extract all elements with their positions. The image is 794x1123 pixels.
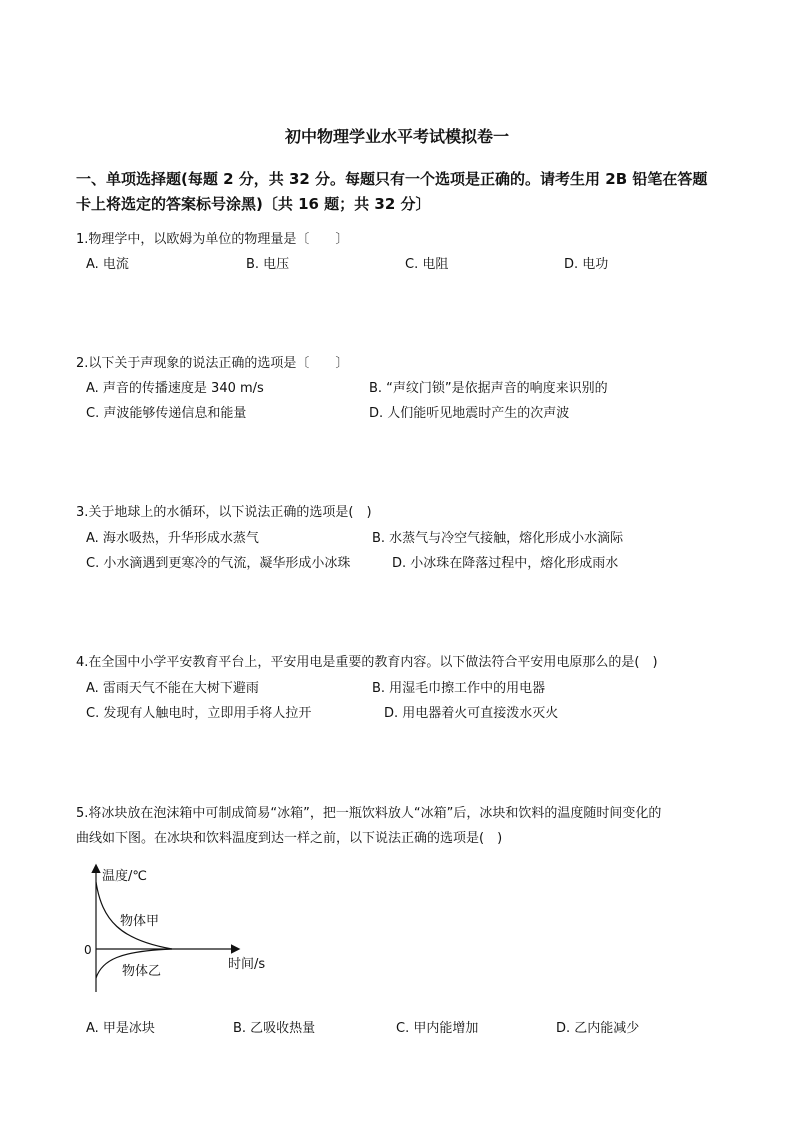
question-3-option-a[interactable]: A. 海水吸热，升华形成水蒸气 bbox=[86, 531, 259, 546]
question-1-stem: 1.物理学中，以欧姆为单位的物理量是〔 〕 bbox=[76, 232, 349, 247]
question-2-option-d[interactable]: D. 人们能听见地震时产生的次声波 bbox=[369, 406, 570, 421]
question-2-option-c[interactable]: C. 声波能够传递信息和能量 bbox=[86, 406, 247, 421]
question-4-option-c[interactable]: C. 发现有人触电时，立即用手将人拉开 bbox=[86, 706, 312, 721]
question-3-option-d[interactable]: D. 小冰珠在降落过程中，熔化形成雨水 bbox=[392, 556, 619, 571]
question-1-option-c[interactable]: C. 电阻 bbox=[405, 257, 449, 272]
question-4-option-b[interactable]: B. 用湿毛巾擦工作中的用电器 bbox=[372, 681, 546, 696]
section-heading-line1: 一、单项选择题(每题 2 分，共 32 分。每题只有一个选项是正确的。请考生用 2B 铅笔在答题 bbox=[76, 170, 708, 188]
temperature-time-graph bbox=[80, 860, 300, 1000]
origin-label: 0 bbox=[84, 943, 92, 957]
section-heading-line2: 卡上将选定的答案标号涂黑)〔共 16 题；共 32 分〕 bbox=[76, 195, 431, 213]
exam-title: 初中物理学业水平考试模拟卷一 bbox=[284, 127, 509, 146]
question-2-stem: 2.以下关于声现象的说法正确的选项是〔 〕 bbox=[76, 356, 349, 371]
question-4-stem: 4.在全国中小学平安教育平台上，平安用电是重要的教育内容。以下做法符合平安用电原那么的是( ) bbox=[76, 655, 658, 670]
question-1-option-b[interactable]: B. 电压 bbox=[246, 257, 290, 272]
question-4-option-d[interactable]: D. 用电器着火可直接泼水灭火 bbox=[384, 706, 559, 721]
question-3-stem: 3.关于地球上的水循环，以下说法正确的选项是( ) bbox=[76, 505, 372, 520]
question-2-option-b[interactable]: B. “声纹门锁”是依据声音的响度来识别的 bbox=[369, 381, 608, 396]
question-2-option-a[interactable]: A. 声音的传播速度是 340 m/s bbox=[86, 381, 264, 396]
question-5-option-d[interactable]: D. 乙内能减少 bbox=[556, 1021, 640, 1036]
question-3-option-c[interactable]: C. 小水滴遇到更寒冷的气流，凝华形成小冰珠 bbox=[86, 556, 351, 571]
question-5-stem-line1: 5.将冰块放在泡沫箱中可制成简易“冰箱”，把一瓶饮料放人“冰箱”后，冰块和饮料的温度随时间变化的 bbox=[76, 806, 662, 821]
y-axis-label: 温度/℃ bbox=[102, 869, 147, 884]
question-5-option-c[interactable]: C. 甲内能增加 bbox=[396, 1021, 479, 1036]
question-1-option-d[interactable]: D. 电功 bbox=[564, 257, 609, 272]
question-5-option-a[interactable]: A. 甲是冰块 bbox=[86, 1021, 155, 1036]
question-3-option-b[interactable]: B. 水蒸气与冷空气接触，熔化形成小水滴际 bbox=[372, 531, 624, 546]
question-5-stem-line2: 曲线如下图。在冰块和饮料温度到达一样之前，以下说法正确的选项是( ) bbox=[76, 831, 503, 846]
x-axis-label: 时间/s bbox=[228, 957, 266, 972]
question-5-option-b[interactable]: B. 乙吸收热量 bbox=[233, 1021, 316, 1036]
question-1-option-a[interactable]: A. 电流 bbox=[86, 257, 129, 272]
curve-upper-label: 物体甲 bbox=[120, 914, 160, 929]
question-4-option-a[interactable]: A. 雷雨天气不能在大树下避雨 bbox=[86, 681, 259, 696]
curve-lower-label: 物体乙 bbox=[122, 964, 162, 979]
